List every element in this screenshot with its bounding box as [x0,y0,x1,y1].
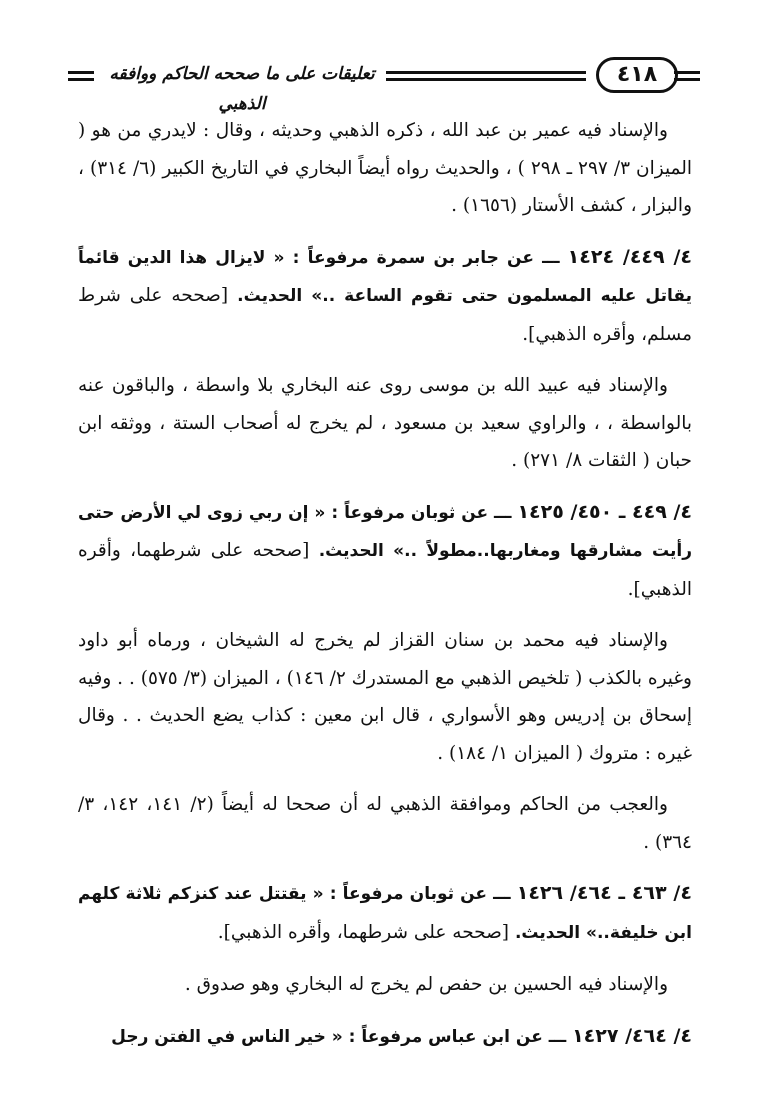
paragraph: والإسناد فيه الحسين بن حفص لم يخرج له البخاري وهو صدوق . [184,974,668,995]
hadith-text: ـــ عن ثوبان مرفوعاً : « إن ربي زوى لي الأرض حتى رأيت مشارقها ومغاربها..مطولاً ..» الحديث. [78,502,692,561]
paragraph: والإسناد فيه عبيد الله بن موسى روى عنه البخاري بلا واسطة ، والباقون عنه بالواسطة ، ، والراوي سعيد بن مسعود ، لم يخرج له أصحاب الستة ، ووثقه ابن حبان ( الثقات ٨/ ٢٧١) . [78,375,692,471]
hadith-ruling: [صححه على شرط مسلم، وأقره الذهبي]. [78,285,692,345]
hadith-text: ـــ عن جابر بن سمرة مرفوعاً : « لايزال هذا الدين قائماً يقاتل عليه المسلمون حتى تقوم الساعة ..» الحديث. [78,247,692,306]
paragraph: والإسناد فيه محمد بن سنان القزاز لم يخرج له الشيخان ، ورماه أبو داود وغيره بالكذب ( تلخيص الذهبي مع المستدرك ٢/ ١٤٦) ، الميزان (٣/ ٥٧٥) . . وفيه إسحاق بن إدريس وهو الأسواري ، قال ابن معين : كذاب يضع الحديث . . وقال غيره : متروك ( الميزان ١/ ١٨٤) . [78,630,692,764]
hadith-entry [78,1018,692,1057]
paragraph: والعجب من الحاكم وموافقة الذهبي له أن صححا له أيضاً (٢/ ١٤١، ١٤٢، ٣/ ٣٦٤) . [78,794,692,853]
header-rule-right [674,71,700,81]
hadith-entry [78,875,692,952]
running-title: تعليقات على ما صححه الحاكم ووافقه الذهبي [109,64,375,114]
page-number: ٤١٨ [596,57,678,93]
body-text [78,112,692,1070]
hadith-ruling: [صححه على شرطهما، وأقره الذهبي]. [78,540,692,600]
hadith-text: ـــ عن ابن عباس مرفوعاً : « خير الناس في الفتن رجل [111,1026,567,1047]
header-rule-left [68,71,94,81]
hadith-reference: ٤/ ٤٦٣ ـ ٤٦٤/ ١٤٢٦ [516,882,692,904]
page-header [68,55,700,114]
hadith-ruling: [صححه على شرطهما، وأقره الذهبي]. [217,921,510,943]
hadith-reference: ٤/ ٤٤٩/ ١٤٢٤ [567,245,693,268]
hadith-entry [78,239,692,354]
hadith-reference: ٤/ ٤٤٩ ـ ٤٥٠/ ١٤٢٥ [517,500,693,523]
hadith-reference: ٤/ ٤٦٤/ ١٤٢٧ [572,1024,692,1047]
header-rule-middle [386,71,586,81]
hadith-text: ـــ عن ثوبان مرفوعاً : « يقتتل عند كنزكم ثلاثة كلهم ابن خليفة..» الحديث. [78,884,692,943]
hadith-entry [78,494,692,609]
paragraph: والإسناد فيه عمير بن عبد الله ، ذكره الذهبي وحديثه ، وقال : لايدري من هو ( الميزان ٣/ ٢٩٧ ـ ٢٩٨ ) ، والحديث رواه أيضاً البخاري في التاريخ الكبير (٦/ ٣١٤) ، والبزار ، كشف الأستار (١٦٥٦) . [78,120,693,216]
